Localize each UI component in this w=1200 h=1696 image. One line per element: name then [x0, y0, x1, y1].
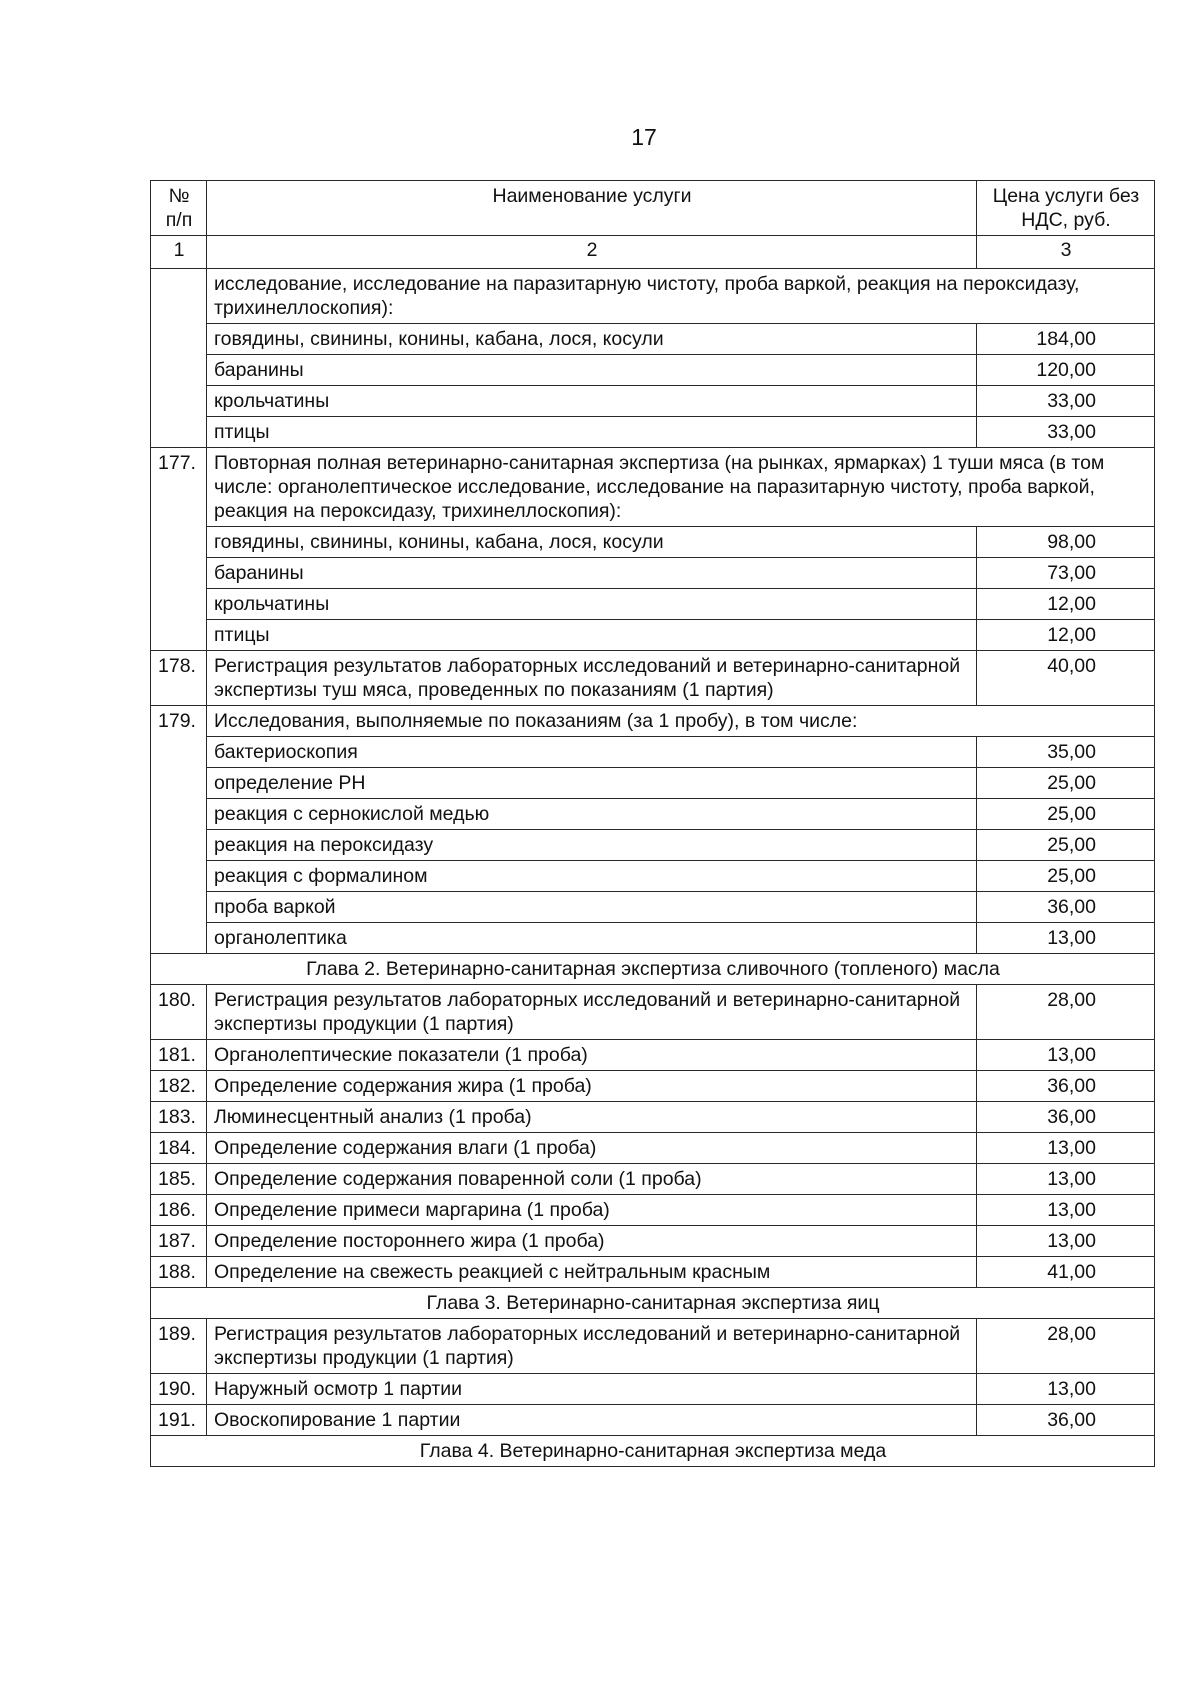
header-row [151, 181, 1155, 236]
table-row [151, 1405, 1155, 1436]
sub-row [151, 355, 1155, 386]
row-number: 186. [151, 1195, 207, 1226]
service-name: Наружный осмотр 1 партии [207, 1374, 977, 1405]
service-subitem-name: птицы [207, 417, 977, 448]
header-num: № п/п [151, 181, 207, 236]
column-number: 1 [151, 236, 207, 269]
sub-row [151, 324, 1155, 355]
service-price: 25,00 [977, 861, 1155, 892]
service-name: Определение содержания поваренной соли (1 проба) [207, 1164, 977, 1195]
service-price: 12,00 [977, 620, 1155, 651]
row-number: 183. [151, 1102, 207, 1133]
chapter-title: Глава 4. Ветеринарно-санитарная экспертиза меда [151, 1436, 1155, 1467]
service-price: 40,00 [977, 651, 1155, 706]
row-number: 178. [151, 651, 207, 706]
service-subitem-name: крольчатины [207, 589, 977, 620]
service-price: 13,00 [977, 1133, 1155, 1164]
service-group-title: Повторная полная ветеринарно-санитарная экспертиза (на рынках, ярмарках) 1 туши мяса (в том числе: органолептическое исследование, исследование на паразитарную чистоту, проба варкой, реакция на пероксидазу, трихинеллоскопия): [207, 448, 1155, 527]
row-number [151, 269, 207, 448]
service-price: 36,00 [977, 892, 1155, 923]
page-number: 17 [631, 124, 657, 150]
price-table-body [151, 181, 1155, 1467]
service-name: Овоскопирование 1 партии [207, 1405, 977, 1436]
table-row [151, 1071, 1155, 1102]
table-row [151, 1374, 1155, 1405]
service-price: 36,00 [977, 1405, 1155, 1436]
service-subitem-name: говядины, свинины, конины, кабана, лося, косули [207, 527, 977, 558]
continued-group-row [151, 269, 1155, 324]
service-price: 13,00 [977, 1374, 1155, 1405]
column-number-row [151, 236, 1155, 269]
chapter-title: Глава 3. Ветеринарно-санитарная экспертиза яиц [151, 1288, 1155, 1319]
sub-row [151, 861, 1155, 892]
sub-row [151, 558, 1155, 589]
service-price: 184,00 [977, 324, 1155, 355]
table-row [151, 985, 1155, 1040]
service-name: Регистрация результатов лабораторных исследований и ветеринарно-санитарной экспертизы продукции (1 партия) [207, 1319, 977, 1374]
service-subitem-name: органолептика [207, 923, 977, 954]
chapter-row [151, 1288, 1155, 1319]
service-price: 41,00 [977, 1257, 1155, 1288]
service-price: 28,00 [977, 985, 1155, 1040]
service-name: Определение содержания влаги (1 проба) [207, 1133, 977, 1164]
sub-row [151, 386, 1155, 417]
price-table [150, 180, 1155, 1467]
service-name: Люминесцентный анализ (1 проба) [207, 1102, 977, 1133]
row-number: 187. [151, 1226, 207, 1257]
chapter-row [151, 1436, 1155, 1467]
service-price: 25,00 [977, 830, 1155, 861]
sub-row [151, 417, 1155, 448]
row-number: 189. [151, 1319, 207, 1374]
row-number: 181. [151, 1040, 207, 1071]
service-name: Определение на свежесть реакцией с нейтральным красным [207, 1257, 977, 1288]
row-number: 190. [151, 1374, 207, 1405]
header-price: Цена услуги без НДС, руб. [977, 181, 1155, 236]
service-name: Регистрация результатов лабораторных исследований и ветеринарно-санитарной экспертизы продукции (1 партия) [207, 985, 977, 1040]
row-number: 184. [151, 1133, 207, 1164]
service-price: 13,00 [977, 923, 1155, 954]
table-row [151, 651, 1155, 706]
service-price: 33,00 [977, 386, 1155, 417]
service-name: Определение примеси маргарина (1 проба) [207, 1195, 977, 1226]
service-price: 73,00 [977, 558, 1155, 589]
service-price: 28,00 [977, 1319, 1155, 1374]
service-price: 98,00 [977, 527, 1155, 558]
table-row [151, 1102, 1155, 1133]
service-price: 13,00 [977, 1164, 1155, 1195]
service-subitem-name: бактериоскопия [207, 737, 977, 768]
service-name: Определение постороннего жира (1 проба) [207, 1226, 977, 1257]
sub-row [151, 923, 1155, 954]
service-price: 36,00 [977, 1102, 1155, 1133]
service-subitem-name: баранины [207, 558, 977, 589]
service-price: 12,00 [977, 589, 1155, 620]
service-subitem-name: проба варкой [207, 892, 977, 923]
service-subitem-name: крольчатины [207, 386, 977, 417]
service-name: Регистрация результатов лабораторных исследований и ветеринарно-санитарной экспертизы туш мяса, проведенных по показаниям (1 партия) [207, 651, 977, 706]
row-number: 179. [151, 706, 207, 954]
service-subitem-name: говядины, свинины, конины, кабана, лося, косули [207, 324, 977, 355]
service-price: 120,00 [977, 355, 1155, 386]
chapter-row [151, 954, 1155, 985]
sub-row [151, 589, 1155, 620]
service-price: 13,00 [977, 1040, 1155, 1071]
group-row [151, 706, 1155, 737]
table-row [151, 1164, 1155, 1195]
sub-row [151, 620, 1155, 651]
service-price: 35,00 [977, 737, 1155, 768]
column-number: 3 [977, 236, 1155, 269]
service-subitem-name: реакция с формалином [207, 861, 977, 892]
header-name: Наименование услуги [207, 181, 977, 236]
table-row [151, 1226, 1155, 1257]
table-row [151, 1040, 1155, 1071]
service-subitem-name: баранины [207, 355, 977, 386]
group-row [151, 448, 1155, 527]
row-number: 177. [151, 448, 207, 651]
chapter-title: Глава 2. Ветеринарно-санитарная экспертиза сливочного (топленого) масла [151, 954, 1155, 985]
row-number: 182. [151, 1071, 207, 1102]
service-group-title: Исследования, выполняемые по показаниям (за 1 пробу), в том числе: [207, 706, 1155, 737]
service-price: 13,00 [977, 1195, 1155, 1226]
service-price: 25,00 [977, 768, 1155, 799]
table-row [151, 1133, 1155, 1164]
table-row [151, 1319, 1155, 1374]
service-price: 33,00 [977, 417, 1155, 448]
row-number: 191. [151, 1405, 207, 1436]
service-group-title: исследование, исследование на паразитарную чистоту, проба варкой, реакция на пероксидазу, трихинеллоскопия): [207, 269, 1155, 324]
sub-row [151, 768, 1155, 799]
sub-row [151, 892, 1155, 923]
row-number: 188. [151, 1257, 207, 1288]
service-price: 25,00 [977, 799, 1155, 830]
service-subitem-name: реакция на пероксидазу [207, 830, 977, 861]
sub-row [151, 527, 1155, 558]
service-name: Определение содержания жира (1 проба) [207, 1071, 977, 1102]
service-price: 36,00 [977, 1071, 1155, 1102]
row-number: 180. [151, 985, 207, 1040]
service-subitem-name: птицы [207, 620, 977, 651]
sub-row [151, 799, 1155, 830]
service-price: 13,00 [977, 1226, 1155, 1257]
sub-row [151, 737, 1155, 768]
column-number: 2 [207, 236, 977, 269]
sub-row [151, 830, 1155, 861]
row-number: 185. [151, 1164, 207, 1195]
service-name: Органолептические показатели (1 проба) [207, 1040, 977, 1071]
table-row [151, 1257, 1155, 1288]
service-subitem-name: реакция с сернокислой медью [207, 799, 977, 830]
table-row [151, 1195, 1155, 1226]
service-subitem-name: определение РН [207, 768, 977, 799]
